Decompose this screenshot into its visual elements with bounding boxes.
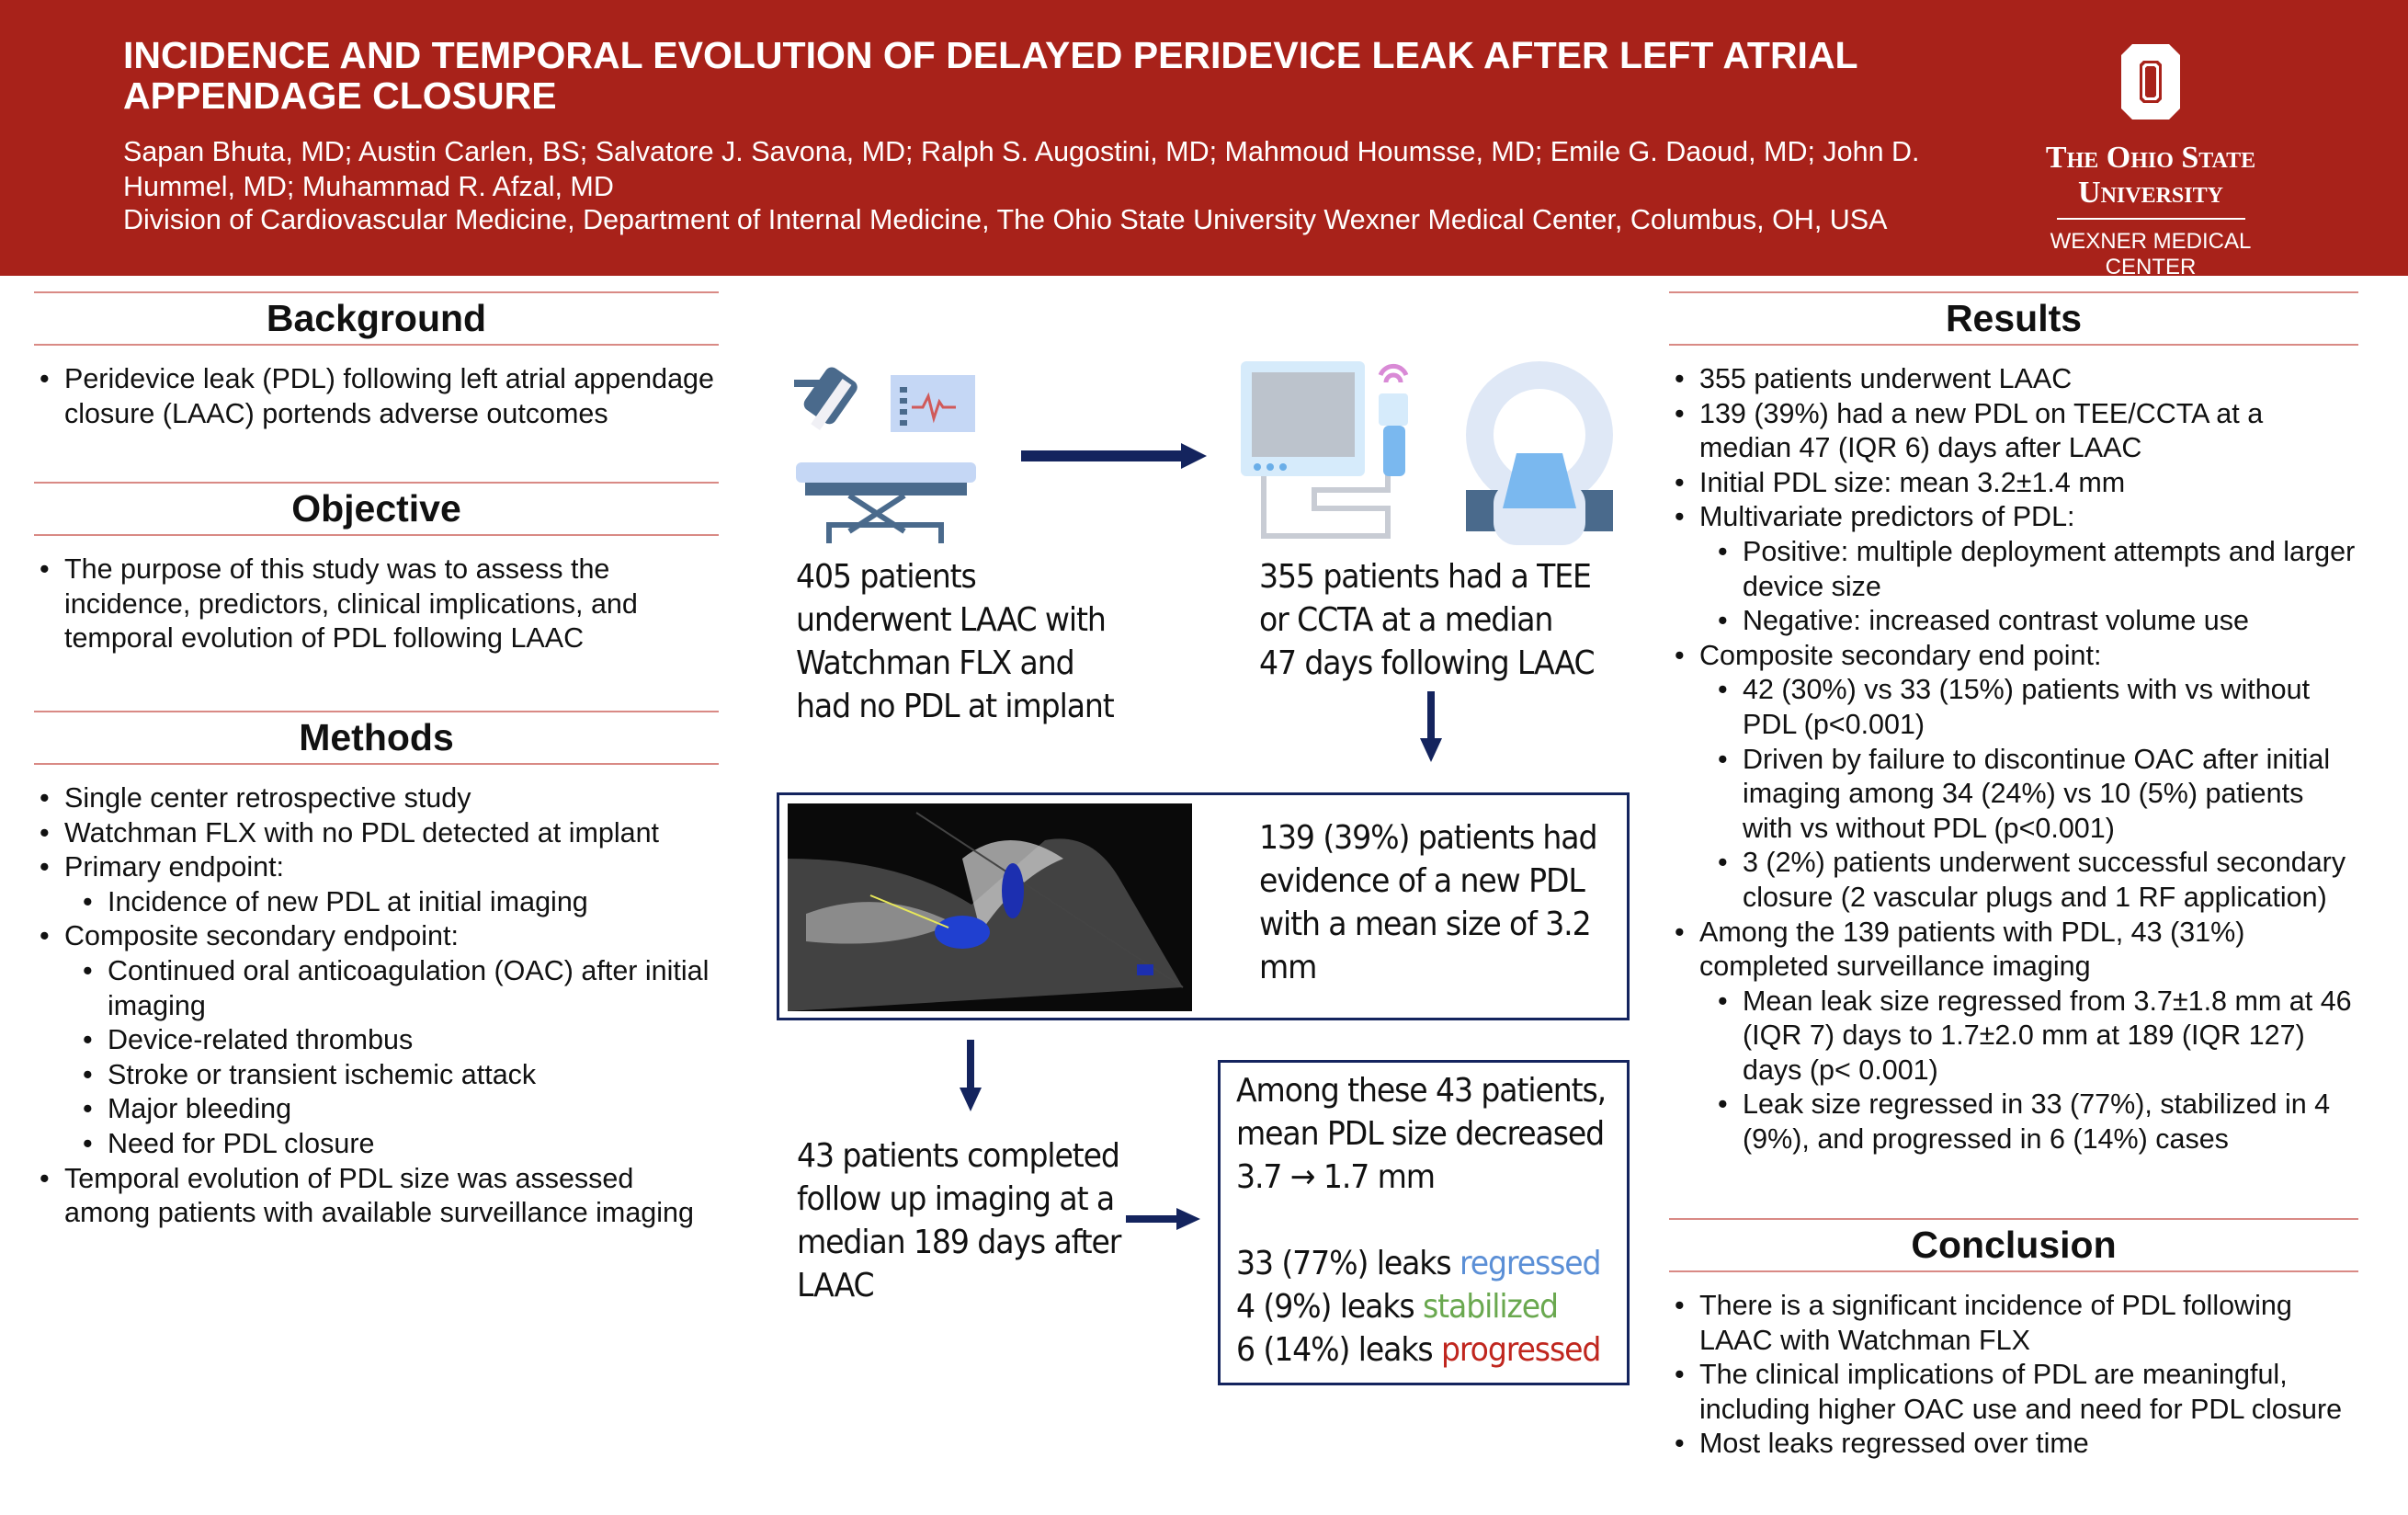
arrow-down <box>1427 691 1435 742</box>
poster-header <box>0 0 2408 279</box>
list-item: • Mean leak size regressed from 3.7±1.8 mm at 46 (IQR 7) days to 1.7±2.0 mm at 189 (IQR 127) days (p< 0.001) <box>1669 985 2358 1088</box>
affiliation: Division of Cardiovascular Medicine, Department of Internal Medicine, The Ohio State University Wexner Medical Center, Columbus, OH, USA <box>123 204 1888 235</box>
list-item: • Incidence of new PDL at initial imaging <box>34 885 719 920</box>
section-heading: Objective <box>34 482 719 536</box>
arrow-head-down-icon <box>960 1088 982 1111</box>
list-item: • Composite secondary end point: <box>1669 639 2358 674</box>
logo-divider <box>2057 218 2245 220</box>
osu-logo <box>2013 44 2289 280</box>
list-item: • Continued oral anticoagulation (OAC) after initial imaging <box>34 954 719 1023</box>
center-name: WEXNER MEDICAL CENTER <box>2050 229 2252 279</box>
echo-and-ct-scanner-icon <box>1241 361 1613 545</box>
list-item: • Positive: multiple deployment attempts and larger device size <box>1669 535 2358 604</box>
list-item: • Device-related thrombus <box>34 1023 719 1058</box>
arrow-right <box>1021 450 1185 461</box>
stabilized-label: stabilized <box>1423 1288 1558 1326</box>
arrow-head-right-icon <box>1176 1208 1200 1230</box>
list-item: • Watchman FLX with no PDL detected at implant <box>34 816 719 851</box>
regressed-line <box>1236 1242 1608 1285</box>
arrow-head-right-icon <box>1181 443 1209 469</box>
list-item: • 139 (39%) had a new PDL on TEE/CCTA at a median 47 (IQR 6) days after LAAC <box>1669 397 2358 466</box>
follow-up-summary: Among these 43 patients, mean PDL size decreased 3.7 → 1.7 mm <box>1236 1072 1607 1196</box>
university-name: The Ohio State University <box>2045 141 2256 210</box>
regressed-label: regressed <box>1459 1245 1601 1282</box>
list-item: • 355 patients underwent LAAC <box>1669 362 2358 397</box>
section-heading: Results <box>1669 291 2358 346</box>
progressed-label: progressed <box>1440 1331 1601 1369</box>
list-item: • Major bleeding <box>34 1092 719 1127</box>
list-item: • There is a significant incidence of PDL following LAAC with Watchman FLX <box>1669 1289 2358 1358</box>
list-item: • Temporal evolution of PDL size was assessed among patients with available surveillance imaging <box>34 1162 719 1231</box>
list-item: • 42 (30%) vs 33 (15%) patients with vs without PDL (p<0.001) <box>1669 673 2358 742</box>
list-item: • Peridevice leak (PDL) following left atrial appendage closure (LAAC) portends adverse outcomes <box>34 362 719 431</box>
list-item: • Negative: increased contrast volume use <box>1669 604 2358 639</box>
background-section <box>34 291 719 431</box>
list-item: • Among the 139 patients with PDL, 43 (31%) completed surveillance imaging <box>1669 916 2358 985</box>
arrow-down <box>967 1040 974 1090</box>
progressed-line <box>1236 1328 1608 1372</box>
section-heading: Conclusion <box>1669 1218 2358 1272</box>
flow-step-5 <box>1236 1069 1608 1372</box>
list-item: • Composite secondary endpoint: <box>34 919 719 954</box>
list-item: • Driven by failure to discontinue OAC after initial imaging among 34 (24%) vs 10 (5%) patients with vs without PDL (p<0.001) <box>1669 743 2358 847</box>
list-item: • Initial PDL size: mean 3.2±1.4 mm <box>1669 466 2358 501</box>
flow-step-3: 139 (39%) patients had evidence of a new PDL with a mean size of 3.2 mm <box>1259 819 1597 986</box>
block-o-icon <box>2121 44 2180 120</box>
poster-title: INCIDENCE AND TEMPORAL EVOLUTION OF DELAYED PERIDEVICE LEAK AFTER LEFT ATRIAL APPENDAGE CLOSURE <box>123 34 1857 117</box>
list-item: • Need for PDL closure <box>34 1127 719 1162</box>
stabilized-count: 4 (9%) leaks <box>1236 1288 1424 1326</box>
results-section <box>1669 291 2358 1157</box>
list-item: • The clinical implications of PDL are meaningful, including higher OAC use and need for PDL closure <box>1669 1358 2358 1427</box>
arrow-right <box>1126 1215 1179 1223</box>
methods-section <box>34 711 719 1231</box>
list-item: • Stroke or transient ischemic attack <box>34 1058 719 1093</box>
conclusion-section <box>1669 1218 2358 1462</box>
list-item: • Most leaks regressed over time <box>1669 1427 2358 1462</box>
section-heading: Background <box>34 291 719 346</box>
list-item: • Multivariate predictors of PDL: <box>1669 500 2358 535</box>
list-item: • Primary endpoint: <box>34 850 719 885</box>
flow-step-4: 43 patients completed follow up imaging at a median 189 days after LAAC <box>797 1137 1121 1304</box>
flow-step-2: 355 patients had a TEE or CCTA at a median 47 days following LAAC <box>1259 558 1595 682</box>
arrow-head-down-icon <box>1420 738 1442 762</box>
authors: Sapan Bhuta, MD; Austin Carlen, BS; Salvatore J. Savona, MD; Ralph S. Augostini, MD; Mahmoud Houmsse, MD; Emile G. Daoud, MD; John D. Hummel, MD; Muhammad R. Afzal, MD <box>123 136 1920 202</box>
list-item: • The purpose of this study was to assess the incidence, predictors, clinical implications, and temporal evolution of PDL following LAAC <box>34 552 719 656</box>
section-heading: Methods <box>34 711 719 765</box>
stabilized-line <box>1236 1285 1608 1328</box>
flow-step-1: 405 patients underwent LAAC with Watchman FLX and had no PDL at implant <box>796 558 1114 725</box>
echocardiogram-image <box>788 803 1192 1011</box>
list-item: • Single center retrospective study <box>34 781 719 816</box>
objective-section <box>34 482 719 656</box>
list-item: • 3 (2%) patients underwent successful secondary closure (2 vascular plugs and 1 RF application) <box>1669 846 2358 915</box>
progressed-count: 6 (14%) leaks <box>1236 1331 1441 1369</box>
regressed-count: 33 (77%) leaks <box>1236 1245 1460 1282</box>
hospital-bed-monitor-icon <box>794 361 987 545</box>
list-item: • Leak size regressed in 33 (77%), stabilized in 4 (9%), and progressed in 6 (14%) cases <box>1669 1088 2358 1156</box>
